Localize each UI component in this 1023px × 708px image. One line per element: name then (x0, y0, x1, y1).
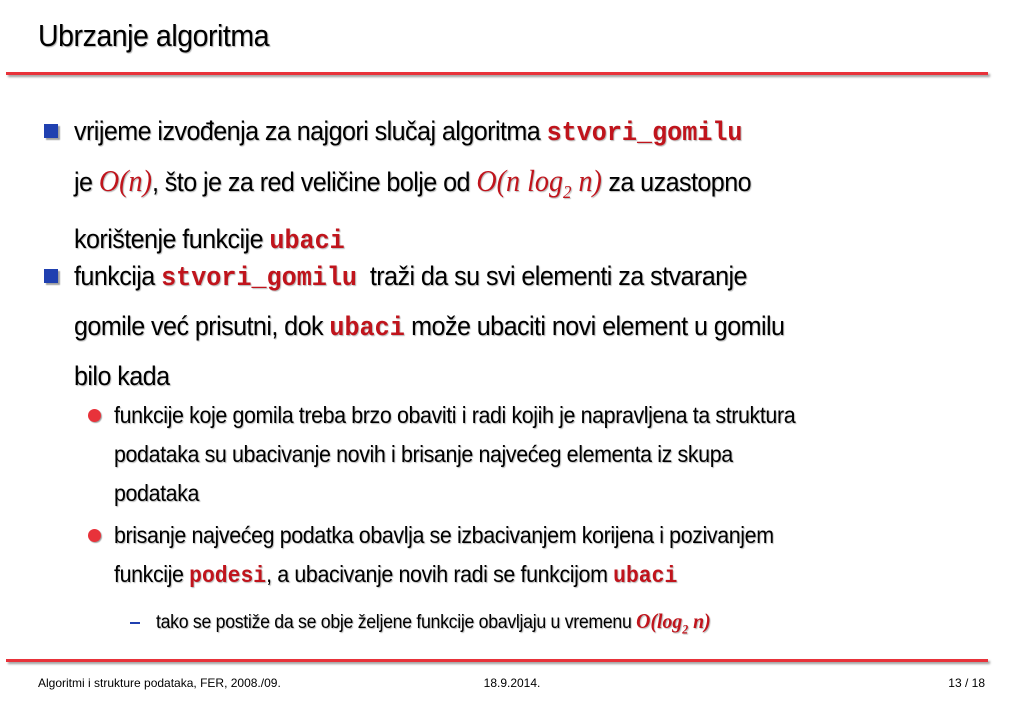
code-stvori-gomilu: stvori_gomilu (546, 119, 743, 149)
bullet-2-text: traži da su svi elementi za stvaranje (356, 261, 747, 291)
bullet-1-text: za uzastopno (601, 167, 752, 197)
bullet-1-text: korištenje funkcije (74, 224, 270, 255)
subbullet-2-text: funkcije (114, 561, 190, 587)
footer-divider (6, 659, 988, 662)
bullet-1-text: , što je za red veličine bolje od (151, 167, 477, 197)
subbullet-1-text: podataka su ubacivanje novih i brisanje najvećeg elementa iz skupa (114, 441, 733, 467)
subbullet-2-text: brisanje najvećeg podatka obavlja se izbacivanjem korijena i pozivanjem (114, 522, 774, 548)
slide-title: Ubrzanje algoritma (38, 18, 270, 53)
bullet-2-text: funkcija (74, 261, 162, 291)
complexity-o-n-log-n: O(n $\log_2 n$) (476, 164, 602, 203)
footer-date: 18.9.2014. (483, 676, 541, 690)
code-ubaci: ubaci (329, 314, 405, 344)
complexity-o-log-n: $O(\log_2$ n) (636, 609, 711, 637)
code-ubaci: ubaci (613, 563, 678, 589)
bullet-2-text: gomile već prisutni, dok (74, 311, 330, 341)
round-bullet-icon (88, 409, 101, 422)
footer-page-number: 13 / 18 (948, 676, 985, 690)
bullet-1 (74, 108, 994, 266)
round-bullet-icon (88, 529, 101, 542)
subsub-text: tako se postiže da se obje željene funkcije obavljaju u vremenu (156, 612, 637, 633)
complexity-o-n: O(n) (98, 164, 152, 198)
footer-course: Algoritmi i strukture podataka, FER, 2008./09. (38, 676, 281, 690)
bullet-1-text: vrijeme izvođenja za najgori slučaj algoritma (74, 116, 547, 146)
subbullet-2 (114, 516, 994, 596)
subbullet-1 (114, 396, 994, 513)
subbullet-1-text: funkcije koje gomila treba brzo obaviti i radi kojih je napravljena ta struktura (114, 402, 796, 428)
subbullet-1-text: podataka (114, 480, 200, 506)
bullet-2 (74, 253, 994, 400)
square-bullet-icon (44, 269, 58, 283)
dash-bullet-icon (130, 622, 140, 624)
code-ubaci: ubaci (269, 227, 345, 258)
subsub-bullet (156, 606, 976, 644)
code-podesi: podesi (189, 563, 267, 589)
square-bullet-icon (44, 124, 58, 138)
code-stvori-gomilu: stvori_gomilu (161, 264, 357, 294)
bullet-1-text: je (74, 167, 99, 197)
subbullet-2-text: , a ubacivanje novih radi se funkcijom (266, 561, 614, 587)
bullet-2-text: može ubaciti novi element u gomilu (404, 311, 785, 341)
title-divider (6, 72, 988, 75)
bullet-2-text: bilo kada (74, 361, 170, 391)
